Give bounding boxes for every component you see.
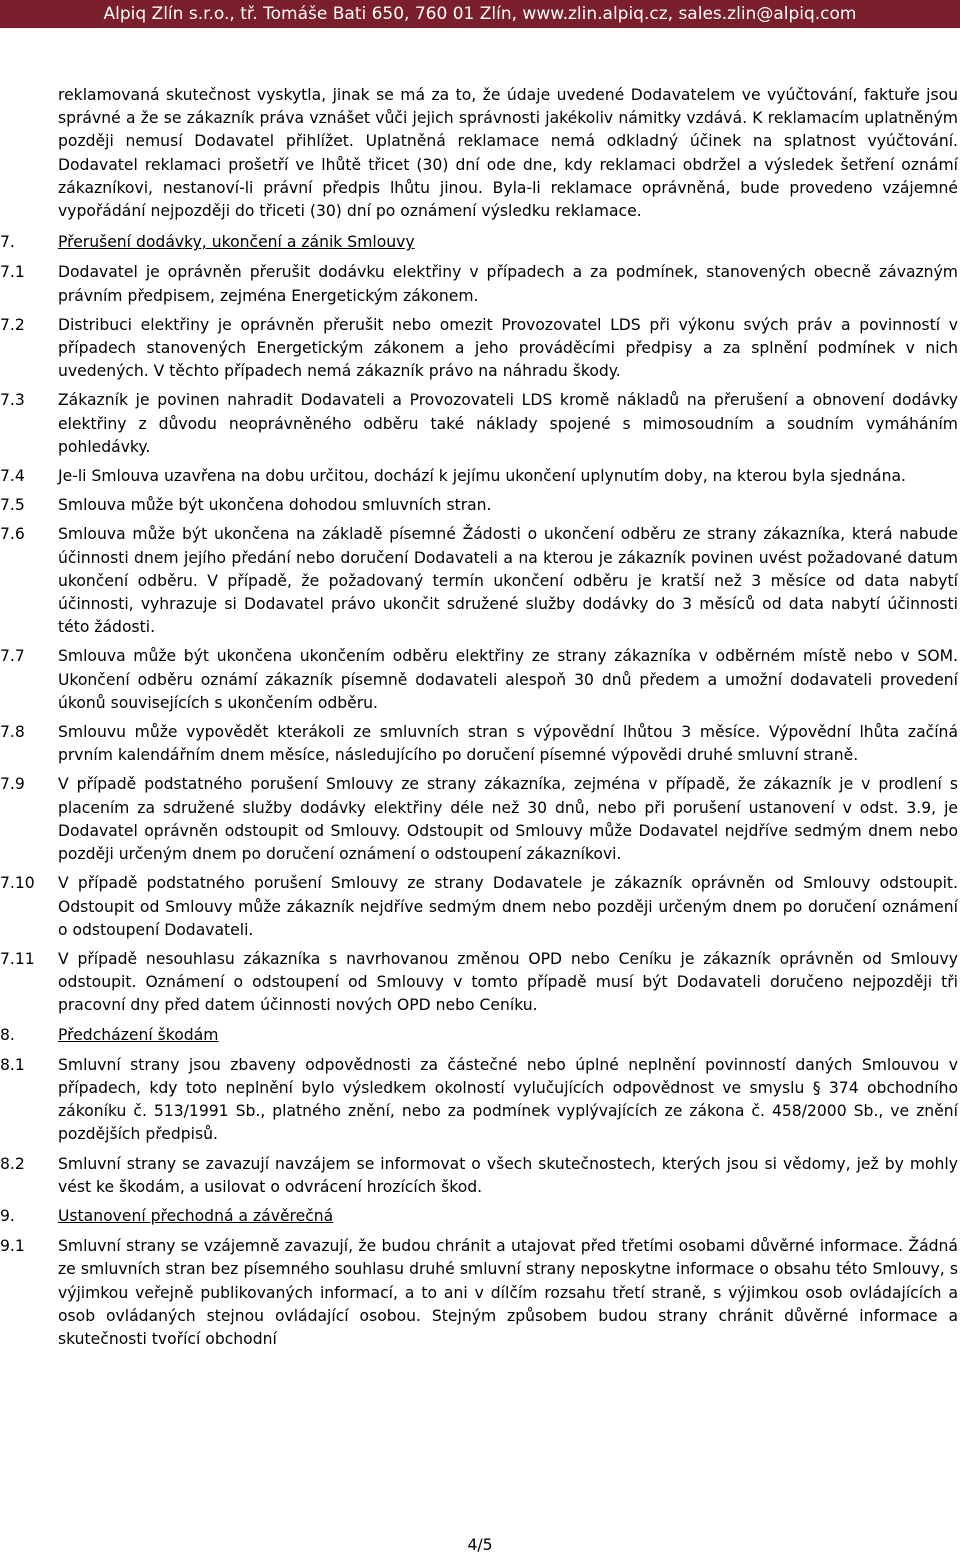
clause-number: 9.1 [0, 1237, 25, 1256]
section-heading [0, 231, 958, 254]
clause-number: 8.1 [0, 1055, 25, 1074]
clause-text: Smluvní strany se vzájemně zavazují, že budou chránit a utajovat před třetími osobami důvěrné informace. Žádná ze smluvních stran bez písemného souhlasu druhé smluvní strany neposkytne informace o obsahu této Smlouvy, s výjimkou veřejně publikovaných informací, a to ani v dílčím rozsahu třetí straně, s výjimkou osob ovládajících a osob ovládaných stejnou ovládající osobou. Stejným způsobem budou strany chránit důvěrné informace a skutečnosti tvořící obchodní [58, 1237, 958, 1348]
clause-number: 7.2 [0, 315, 25, 334]
clause-number: 8.2 [0, 1154, 25, 1173]
clause-text: Distribuci elektřiny je oprávněn přerušit nebo omezit Provozovatel LDS při výkonu svých práv a povinností v případech stanovených Energetickým zákonem a jeho prováděcími předpisy a za splnění podmínek v nich uvedených. V těchto případech nemá zákazník právo na náhradu škody. [58, 315, 958, 381]
clause-text: V případě nesouhlasu zákazníka s navrhovanou změnou OPD nebo Ceníku je zákazník oprávněn od Smlouvy odstoupit. Oznámení o odstoupení od Smlouvy v tomto případě musí být Dodavateli doručeno nejpozději tři pracovní dny před datem účinnosti nových OPD nebo Ceníku. [58, 949, 958, 1015]
document-body [0, 84, 958, 1357]
clause-text: Je-li Smlouva uzavřena na dobu určitou, dochází k jejímu ukončení uplynutím doby, na kterou byla sjednána. [58, 467, 906, 486]
clause [0, 721, 958, 767]
clause-number: 7.9 [0, 775, 25, 794]
clause-text: Smlouva může být ukončena na základě písemné Žádosti o ukončení odběru ze strany zákazníka, která nabude účinnosti dnem jejího předání nebo doručení Dodavateli a na kterou je zákazník povinen uvést požadované datum ukončení odběru. V případě, že požadovaný termín ukončení odběru je kratší než 3 měsíce od data nabytí účinnosti, vyhrazuje si Dodavatel právo ukončit sdružené služby dodávky do 3 měsíců od data nabytí účinnosti této žádosti. [58, 525, 958, 637]
section-number: 8. [0, 1025, 15, 1044]
clause [0, 494, 958, 517]
clause-number: 7.5 [0, 496, 25, 515]
clause [0, 872, 958, 942]
clause-number: 7.4 [0, 467, 25, 486]
clause-number: 7.10 [0, 874, 35, 893]
clause-text: V případě podstatného porušení Smlouvy ze strany zákazníka, zejména v případě, že zákazník je v prodlení s placením za sdružené služby dodávky elektřiny déle než 30 dnů, nebo při porušení ustanovení v odst. 3.9, je Dodavatel oprávněn odstoupit od Smlouvy. Odstoupit od Smlouvy může Dodavatel nejdříve sedmým dnem nebo později určeným dnem po doručení oznámení o odstoupení zákazníkovi. [58, 775, 958, 864]
sections-container [0, 231, 958, 1351]
clause-number: 7.6 [0, 525, 25, 544]
clause-number: 7.3 [0, 391, 25, 410]
clause-number: 7.1 [0, 263, 25, 282]
section-title: Přerušení dodávky, ukončení a zánik Smlouvy [58, 233, 415, 252]
clause [0, 465, 958, 488]
clause [0, 645, 958, 715]
clause-text: Smlouva může být ukončena ukončením odběru elektřiny ze strany zákazníka v odběrném místě nebo v SOM. Ukončení odběru oznámí zákazník písemně dodavateli alespoň 30 dnů předem a umožní dodavateli provedení úkonů souvisejících s ukončením odběru. [58, 647, 958, 712]
clause [0, 948, 958, 1018]
section-number: 7. [0, 233, 15, 252]
clause [0, 773, 958, 866]
clause-text: Smluvní strany jsou zbaveny odpovědnosti za částečné nebo úplné neplnění povinností daných Smlouvou v případech, kdy toto neplnění bylo výsledkem okolností vylučujících odpovědnost ve smyslu § 374 obchodního zákoníku č. 513/1991 Sb., platného znění, nebo za podmínek vyplývajících ze zákona č. 458/2000 Sb., ve znění pozdějších předpisů. [58, 1055, 958, 1144]
clause [0, 314, 958, 384]
clause-text: Zákazník je povinen nahradit Dodavateli a Provozovateli LDS kromě nákladů na přerušení a obnovení dodávky elektřiny z důvodu neoprávněného odběru také náklady spojené s mimosoudním a soudním vymáháním pohledávky. [58, 391, 958, 456]
clause [0, 523, 958, 639]
clause-text: Smlouva může být ukončena dohodou smluvních stran. [58, 496, 492, 515]
clause-number: 7.11 [0, 949, 35, 968]
clause [0, 1054, 958, 1147]
company-header-bar [0, 0, 960, 28]
clause-text: Smluvní strany se zavazují navzájem se informovat o všech skutečnostech, kterých jsou si vědomy, jež by mohly vést ke škodám, a usilovat o odvrácení hrozících škod. [58, 1154, 958, 1196]
clause-text: Smlouvu může vypovědět kterákoli ze smluvních stran s výpovědní lhůtou 3 měsíce. Výpovědní lhůta začíná prvním kalendářním dnem měsíce, následujícího po doručení písemné výpovědi druhé smluvní straně. [58, 723, 958, 765]
clause [0, 1235, 958, 1351]
header-text: Alpiq Zlín s.r.o., tř. Tomáše Bati 650, 760 01 Zlín, www.zlin.alpiq.cz, sales.zlin@alpiq.com [103, 4, 857, 24]
section-heading [0, 1024, 958, 1047]
section-number: 9. [0, 1206, 15, 1225]
clause [0, 389, 958, 459]
section-heading [0, 1205, 958, 1228]
intro-paragraph: reklamovaná skutečnost vyskytla, jinak se má za to, že údaje uvedené Dodavatelem ve vyúčtování, faktuře jsou správné a že se zákazník práva vznášet vůči jejich správnosti jakékoliv námitky vzdává. K reklamacím uplatněným později nemusí Dodavatel přihlížet. Uplatněná reklamace nemá odkladný účinek na splatnost vyúčtování. Dodavatel reklamaci prošetří ve lhůtě třicet (30) dní ode dne, kdy reklamaci obdržel a výsledek šetření oznámí zákazníkovi, nestanoví-li právní předpis lhůtu jinou. Byla-li reklamace oprávněná, bude provedeno vzájemné vypořádání nejpozději do třiceti (30) dní po oznámení výsledku reklamace. [58, 86, 958, 221]
section-title: Ustanovení přechodná a závěrečná [58, 1206, 334, 1225]
clause [0, 261, 958, 307]
page-number: 4/5 [467, 1536, 493, 1554]
clause [0, 1153, 958, 1199]
clause-number: 7.7 [0, 647, 25, 666]
clause-text: Dodavatel je oprávněn přerušit dodávku elektřiny v případech a za podmínek, stanovených obecně závazným právním předpisem, zejména Energetickým zákonem. [58, 263, 958, 305]
section-title: Předcházení škodám [58, 1025, 219, 1044]
clause-text: V případě podstatného porušení Smlouvy ze strany Dodavatele je zákazník oprávněn od Smlouvy odstoupit. Odstoupit od Smlouvy může zákazník nejdříve sedmým dnem nebo později určeným dnem po doručení oznámení o odstoupení Dodavateli. [58, 874, 958, 939]
clause-number: 7.8 [0, 723, 25, 742]
